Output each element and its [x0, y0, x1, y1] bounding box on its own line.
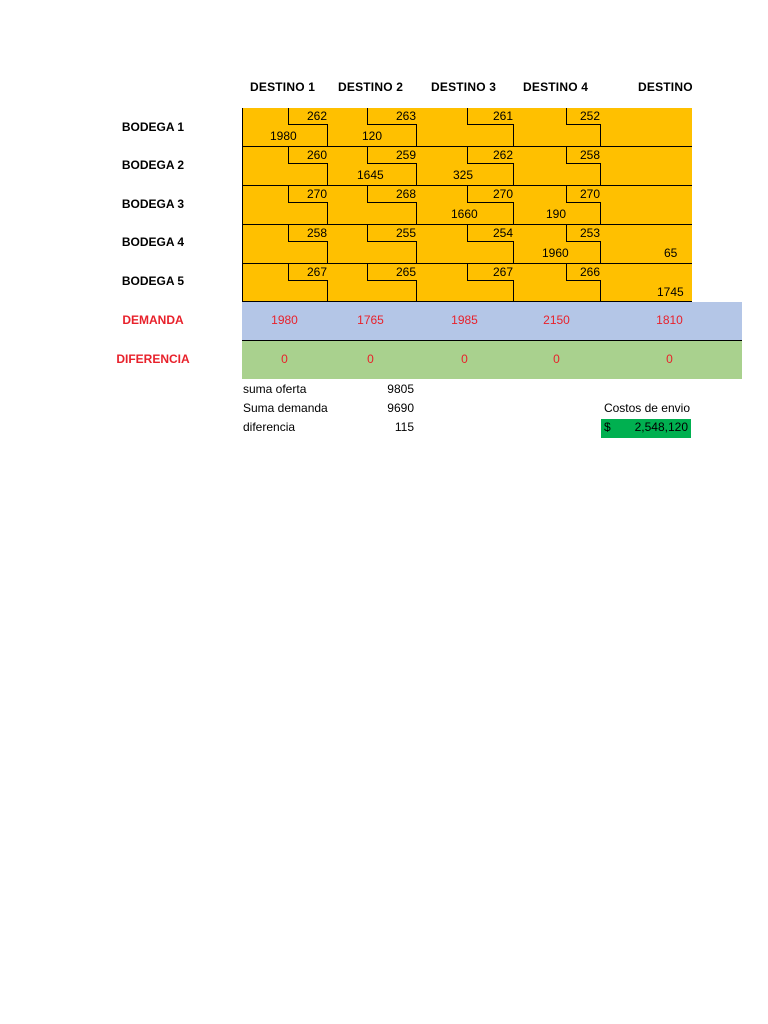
header-destino-3: DESTINO 3	[431, 80, 497, 94]
demanda-label: DEMANDA	[122, 313, 184, 327]
diferencia-summary-label: diferencia	[243, 420, 296, 434]
cost-cell[interactable]: 262	[288, 108, 328, 125]
demanda-value[interactable]: 2150	[543, 313, 570, 327]
allocation-cell[interactable]: 1745	[657, 285, 684, 299]
header-destino-2: DESTINO 2	[338, 80, 404, 94]
cost-cell[interactable]: 262	[467, 147, 514, 164]
header-destino-1: DESTINO 1	[250, 80, 316, 94]
cost-cell[interactable]: 261	[467, 108, 514, 125]
row-label-bodega-4: BODEGA 4	[121, 235, 185, 249]
allocation-cell[interactable]: 190	[546, 207, 567, 221]
cost-cell[interactable]: 270	[288, 186, 328, 203]
demanda-value[interactable]: 1810	[656, 313, 683, 327]
cost-cell[interactable]: 267	[288, 264, 328, 281]
diferencia-value[interactable]: 0	[367, 352, 374, 366]
cost-cell[interactable]: 270	[467, 186, 514, 203]
allocation-cell[interactable]: 325	[453, 168, 474, 182]
row-label-bodega-3: BODEGA 3	[121, 197, 185, 211]
allocation-cell[interactable]: 65	[664, 246, 678, 260]
row-label-bodega-5: BODEGA 5	[121, 274, 185, 288]
diferencia-value[interactable]: 0	[461, 352, 468, 366]
diferencia-value[interactable]: 0	[281, 352, 288, 366]
diferencia-band	[242, 341, 742, 379]
cost-cell[interactable]: 254	[467, 225, 514, 242]
cost-cell[interactable]: 263	[367, 108, 417, 125]
cost-cell[interactable]: 267	[467, 264, 514, 281]
header-destino-4: DESTINO 4	[523, 80, 589, 94]
cost-cell[interactable]: 253	[566, 225, 601, 242]
allocation-cell[interactable]: 1960	[542, 246, 569, 260]
suma-oferta-value[interactable]: 9805	[387, 382, 414, 396]
allocation-cell[interactable]: 1645	[357, 168, 384, 182]
allocation-cell[interactable]: 1660	[451, 207, 478, 221]
diferencia-summary-value[interactable]: 115	[394, 420, 414, 434]
demanda-value[interactable]: 1765	[357, 313, 384, 327]
suma-demanda-value[interactable]: 9690	[387, 401, 414, 415]
demanda-value[interactable]: 1980	[271, 313, 298, 327]
diferencia-label: DIFERENCIA	[116, 352, 190, 366]
cost-cell[interactable]: 259	[367, 147, 417, 164]
cost-cell[interactable]: 258	[288, 225, 328, 242]
suma-oferta-label: suma oferta	[243, 382, 307, 396]
demanda-value[interactable]: 1985	[451, 313, 478, 327]
currency-symbol: $	[604, 420, 611, 434]
diferencia-value[interactable]: 0	[666, 352, 673, 366]
cost-cell[interactable]: 260	[288, 147, 328, 164]
transport-grid	[242, 108, 692, 302]
cost-cell[interactable]: 270	[566, 186, 601, 203]
suma-demanda-label: Suma demanda	[243, 401, 328, 415]
allocation-cell[interactable]: 1980	[270, 129, 297, 143]
costos-envio-value: 2,548,120	[634, 420, 688, 434]
demanda-band	[242, 302, 742, 340]
cost-cell[interactable]: 265	[367, 264, 417, 281]
cost-cell[interactable]: 268	[367, 186, 417, 203]
costos-envio-label: Costos de envio	[603, 401, 690, 415]
header-destino-5: DESTINO	[638, 80, 693, 94]
row-label-bodega-2: BODEGA 2	[121, 158, 185, 172]
cost-cell[interactable]: 255	[367, 225, 417, 242]
row-label-bodega-1: BODEGA 1	[121, 120, 185, 134]
cost-cell[interactable]: 266	[566, 264, 601, 281]
costos-envio-total[interactable]	[601, 419, 691, 438]
cost-cell[interactable]: 252	[566, 108, 601, 125]
allocation-cell[interactable]: 120	[362, 129, 383, 143]
cost-cell[interactable]: 258	[566, 147, 601, 164]
diferencia-value[interactable]: 0	[553, 352, 560, 366]
